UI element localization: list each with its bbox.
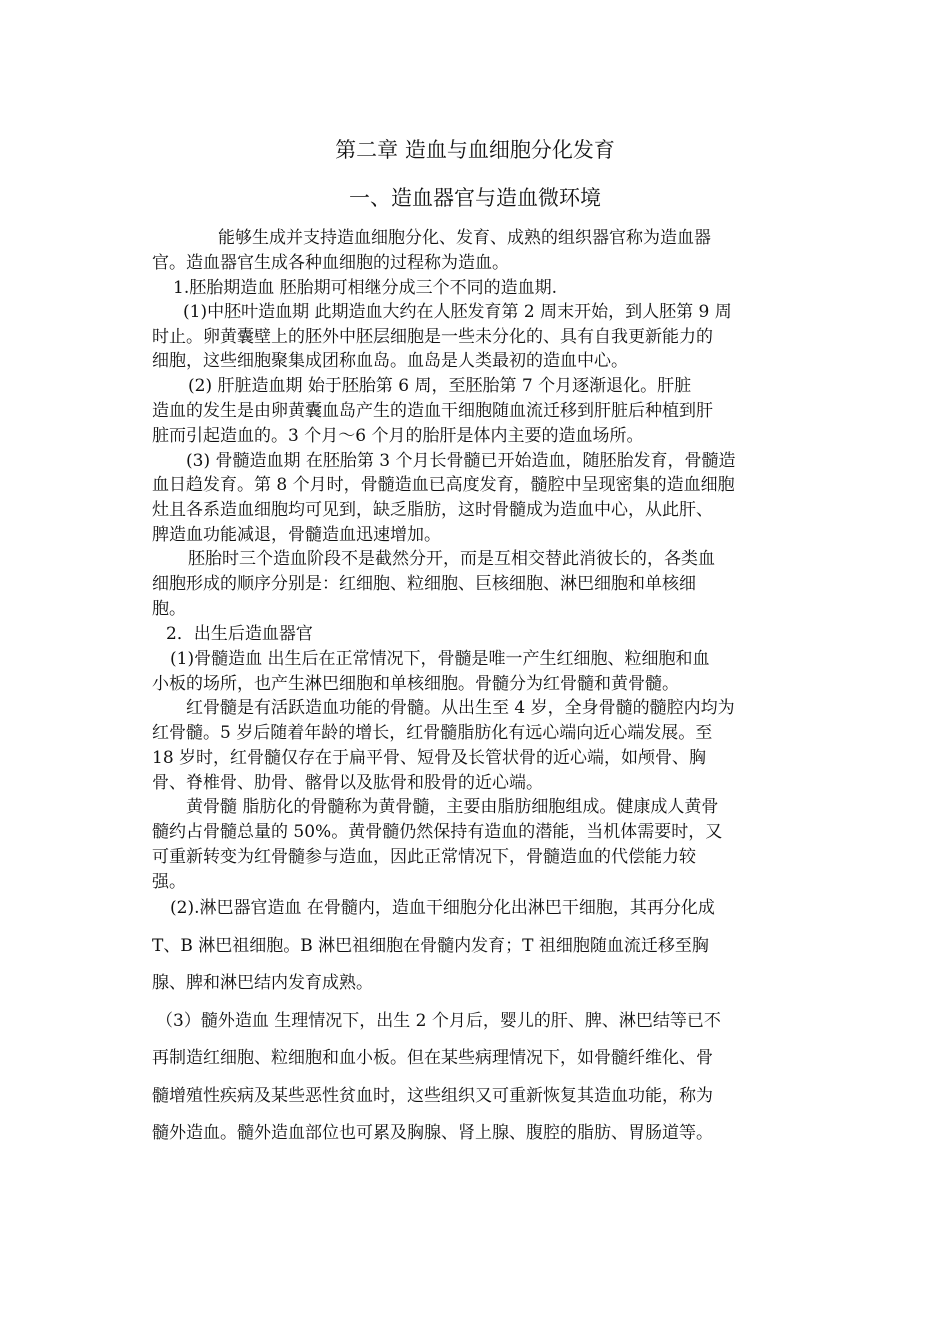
paragraph-line: 胚胎时三个造血阶段不是截然分开，而是互相交替此消彼长的，各类血 xyxy=(188,549,715,569)
paragraph-line: 时止。卵黄囊壁上的胚外中胚层细胞是一些未分化的、具有自我更新能力的 xyxy=(152,327,713,347)
paragraph-line: (3) 骨髓造血期 在胚胎第 3 个月长骨髓已开始造血，随胚胎发育，骨髓造 xyxy=(186,451,736,471)
paragraph-line: (2).淋巴器官造血 在骨髓内，造血干细胞分化出淋巴干细胞，其再分化成 xyxy=(170,898,715,918)
paragraph-line: 灶且各系造血细胞均可见到，缺乏脂肪，这时骨髓成为造血中心，从此肝、 xyxy=(152,500,713,520)
paragraph-line: 髓外造血。髓外造血部位也可累及胸腺、肾上腺、腹腔的脂肪、胃肠道等。 xyxy=(152,1123,713,1143)
paragraph-line: 再制造红细胞、粒细胞和血小板。但在某些病理情况下，如骨髓纤维化、骨 xyxy=(152,1048,713,1068)
paragraph-line: 黄骨髓 脂肪化的骨髓称为黄骨髓，主要由脂肪细胞组成。健康成人黄骨 xyxy=(186,797,719,817)
paragraph-line: 脏而引起造血的。3 个月～6 个月的胎肝是体内主要的造血场所。 xyxy=(152,426,644,446)
paragraph-line: 细胞形成的顺序分别是：红细胞、粒细胞、巨核细胞、淋巴细胞和单核细 xyxy=(152,574,696,594)
paragraph-line: (1)中胚叶造血期 此期造血大约在人胚发育第 2 周末开始，到人胚第 9 周 xyxy=(183,302,732,322)
section-title: 一、造血器官与造血微环境 xyxy=(349,186,601,210)
paragraph-line: 髓约占骨髓总量的 50%。黄骨髓仍然保持有造血的潜能，当机体需要时，又 xyxy=(152,822,723,842)
paragraph-line: 小板的场所，也产生淋巴细胞和单核细胞。骨髓分为红骨髓和黄骨髓。 xyxy=(152,674,679,694)
paragraph-line: T、B 淋巴祖细胞。B 淋巴祖细胞在骨髓内发育；T 祖细胞随血流迁移至胸 xyxy=(152,936,709,956)
paragraph-line: 造血的发生是由卵黄囊血岛产生的造血干细胞随血流迁移到肝脏后种植到肝 xyxy=(152,401,713,421)
paragraph-line: 细胞，这些细胞聚集成团称血岛。血岛是人类最初的造血中心。 xyxy=(152,351,628,371)
paragraph-line: 血日趋发育。第 8 个月时，骨髓造血已高度发育，髓腔中呈现密集的造血细胞 xyxy=(152,475,735,495)
paragraph-line: 官。造血器官生成各种血细胞的过程称为造血。 xyxy=(152,253,509,273)
paragraph-line: 能够生成并支持造血细胞分化、发育、成熟的组织器官称为造血器 xyxy=(218,228,711,248)
chapter-title: 第二章 造血与血细胞分化发育 xyxy=(335,138,615,162)
paragraph-line: 胞。 xyxy=(152,599,186,619)
paragraph-line: 强。 xyxy=(152,872,186,892)
paragraph-line: （3）髓外造血 生理情况下，出生 2 个月后，婴儿的肝、脾、淋巴结等已不 xyxy=(156,1011,721,1031)
paragraph-line: 骨、脊椎骨、肋骨、髂骨以及肱骨和股骨的近心端。 xyxy=(152,773,543,793)
paragraph-line: 1.胚胎期造血 胚胎期可相继分成三个不同的造血期. xyxy=(173,278,558,298)
paragraph-line: 腺、脾和淋巴结内发育成熟。 xyxy=(152,973,373,993)
paragraph-line: 红骨髓是有活跃造血功能的骨髓。从出生至 4 岁，全身骨髓的髓腔内均为 xyxy=(186,698,735,718)
paragraph-line: 红骨髓。5 岁后随着年龄的增长，红骨髓脂肪化有远心端向近心端发展。至 xyxy=(152,723,713,743)
paragraph-line: 2．出生后造血器官 xyxy=(166,624,313,644)
paragraph-line: 18 岁时，红骨髓仅存在于扁平骨、短骨及长管状骨的近心端，如颅骨、胸 xyxy=(152,748,707,768)
paragraph-line: (2) 肝脏造血期 始于胚胎第 6 周，至胚胎第 7 个月逐渐退化。肝脏 xyxy=(188,376,692,396)
paragraph-line: 脾造血功能减退，骨髓造血迅速增加。 xyxy=(152,525,441,545)
paragraph-line: (1)骨髓造血 出生后在正常情况下，骨髓是唯一产生红细胞、粒细胞和血 xyxy=(170,649,710,669)
paragraph-line: 可重新转变为红骨髓参与造血，因此正常情况下，骨髓造血的代偿能力较 xyxy=(152,847,696,867)
paragraph-line: 髓增殖性疾病及某些恶性贫血时，这些组织又可重新恢复其造血功能，称为 xyxy=(152,1086,713,1106)
